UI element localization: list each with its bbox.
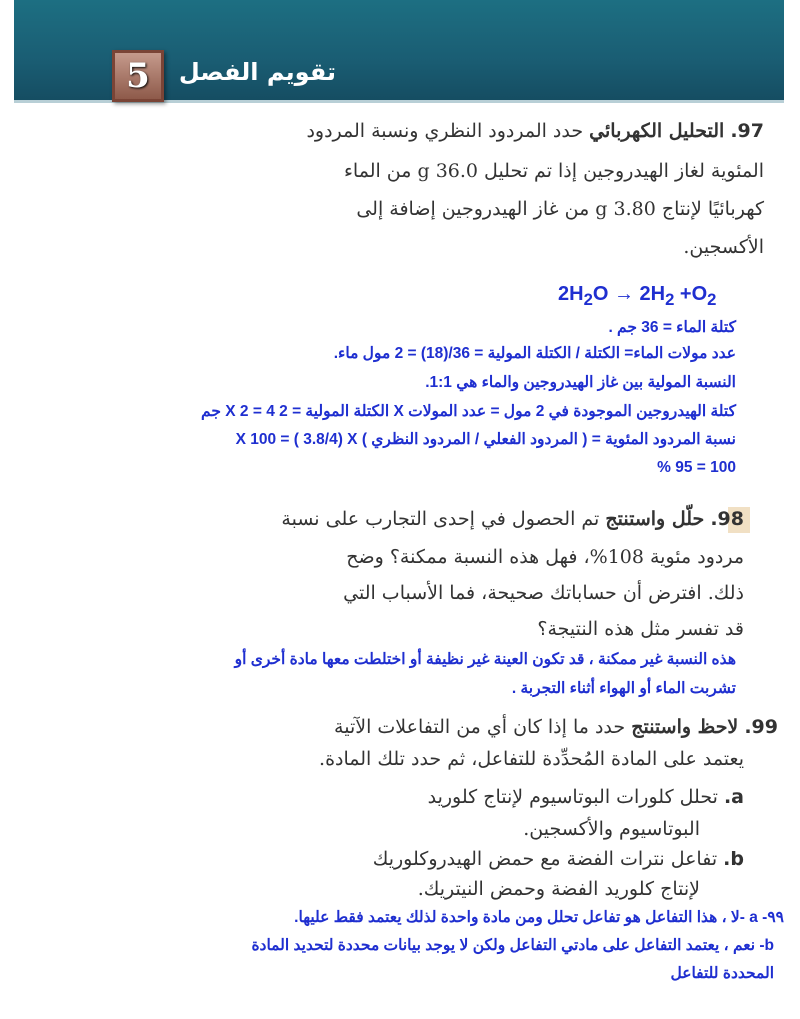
eq-sub-1: 2: [583, 290, 593, 309]
q98-keyword: حلّل واستنتج: [605, 508, 705, 530]
reaction-equation: [558, 283, 716, 310]
q97-line1: [306, 120, 764, 142]
a99-line3: المحددة للتفاعل: [670, 965, 774, 982]
q99-line2: يعتمد على المادة المُحدِّدة للتفاعل، ثم حدد تلك المادة.: [319, 748, 744, 770]
eq-sub-2: 2: [665, 290, 675, 309]
q99-a-label: a.: [723, 786, 744, 808]
eq-part-2: O → 2H: [592, 283, 666, 305]
q99-b-label: b.: [723, 848, 744, 870]
q97-line3: كهربائيًا لإنتاج 3.80 g من غاز الهيدروجين إضافة إلى: [356, 198, 764, 220]
q99-keyword: لاحظ واستنتج: [631, 716, 739, 738]
eq-part-1: 2H: [558, 283, 584, 305]
q99-a-line1: [428, 786, 744, 808]
q98-line3: ذلك. افترض أن حساباتك صحيحة، فما الأسباب التي: [343, 582, 744, 604]
q99-b-text-1: تفاعل نترات الفضة مع حمض الهيدروكلوريك: [372, 848, 718, 870]
a97-line4: كتلة الهيدروجين الموجودة في 2 مول = عدد المولات X الكتلة المولية = 2 X 2 = 4 جم: [201, 403, 736, 420]
q99-text-1: حدد ما إذا كان أي من التفاعلات الآتية: [334, 716, 626, 738]
q99-line1: [334, 716, 778, 738]
q99-number: 99.: [744, 716, 778, 738]
q98-line2: مردود مئوية 108%، فهل هذه النسبة ممكنة؟ وضح: [346, 546, 744, 568]
q97-text-1: حدد المردود النظري ونسبة المردود: [306, 120, 584, 142]
chapter-title: تقويم الفصل: [178, 58, 336, 86]
q97-line2: المئوية لغاز الهيدروجين إذا تم تحليل 36.0 g من الماء: [343, 160, 764, 182]
q98-text-1: تم الحصول في إحدى التجارب على نسبة: [281, 508, 600, 530]
a97-line5: نسبة المردود المئوية = ( المردود الفعلي / المردود النظري ) X 100 = ( 3.8/4) X: [235, 431, 736, 448]
a97-line2: عدد مولات الماء= الكتلة / الكتلة المولية = 36/(18) = 2 مول ماء.: [333, 345, 736, 362]
a97-line6: 100 = 95 %: [657, 459, 736, 476]
q97-keyword: التحليل الكهربائي: [589, 120, 725, 142]
q99-b-line2: لإنتاج كلوريد الفضة وحمض النيتريك.: [417, 878, 700, 900]
eq-sub-3: 2: [707, 290, 717, 309]
q97-line4: الأكسجين.: [683, 236, 764, 258]
q98-line1: [281, 508, 744, 530]
a97-line3: النسبة المولية بين غاز الهيدروجين والماء هي 1:1.: [425, 374, 736, 391]
q99-b-line1: [373, 848, 744, 870]
q99-a-line2: البوتاسيوم والأكسجين.: [523, 818, 700, 840]
q97-number: 97.: [730, 120, 764, 142]
a99-line2: b- نعم ، يعتمد التفاعل على مادتي التفاعل ولكن لا يوجد بيانات محددة لتحديد المادة: [251, 937, 774, 954]
a98-line2: تشربت الماء أو الهواء أثناء التجربة .: [511, 680, 736, 697]
q98-number: 98.: [710, 508, 744, 530]
a98-line1: هذه النسبة غير ممكنة ، قد تكون العينة غير نظيفة أو اختلطت معها مادة أخرى أو: [234, 651, 736, 668]
q98-line4: قد تفسر مثل هذه النتيجة؟: [537, 618, 744, 640]
q99-a-text-1: تحلل كلورات البوتاسيوم لإنتاج كلوريد: [427, 786, 718, 808]
eq-part-3: +O: [674, 283, 708, 305]
a97-line1: كتلة الماء = 36 جم .: [608, 319, 736, 336]
chapter-number: 5: [126, 56, 150, 96]
a99-line1: ٩٩- a -لا ، هذا التفاعل هو تفاعل تحلل ومن مادة واحدة لذلك يعتمد فقط عليها.: [294, 909, 784, 926]
